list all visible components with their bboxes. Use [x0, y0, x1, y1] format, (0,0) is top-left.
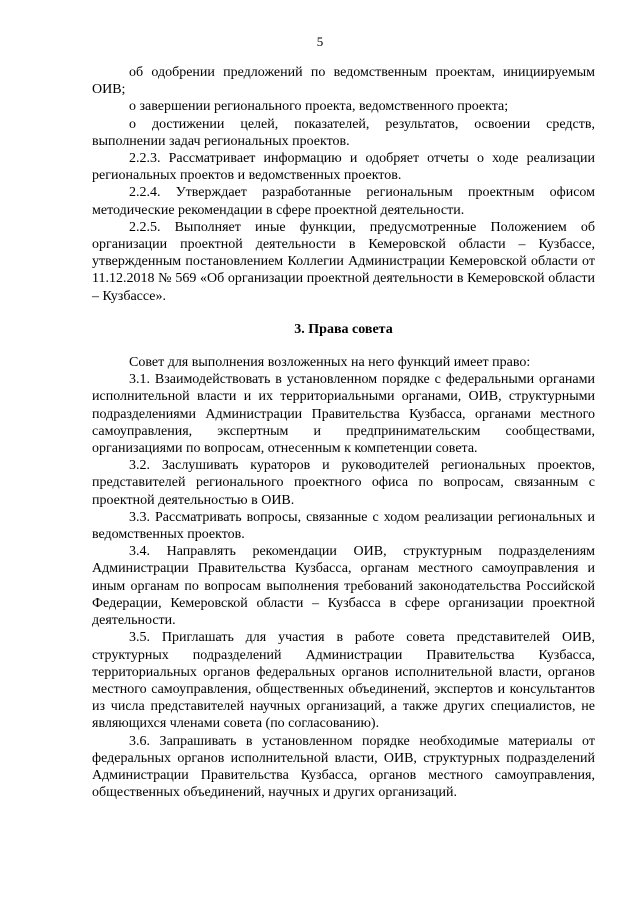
paragraph: об одобрении предложений по ведомственным проектам, инициируемым ОИВ; — [92, 65, 595, 98]
paragraph: 3.1. Взаимодействовать в установленном порядке с федеральными органами исполнительной власти и их территориальными органами, ОИВ, структурными подразделениями Администрации Правительства Кузбасса, органами местного самоуправления, экспертным и предпринимательским сообществами, организациями по вопросам, отнесенным к компетенции совета. — [92, 372, 595, 457]
paragraph: 3.4. Направлять рекомендации ОИВ, структурным подразделениям Администрации Правительства Кузбасса, органам местного самоуправления и иным органам по вопросам выполнения требований законодательства Российской Федерации, Кемеровской области – Кузбасса в сфере организации проектной деятельности. — [92, 544, 595, 629]
paragraph: 2.2.4. Утверждает разработанные региональным проектным офисом методические рекомендации в сфере проектной деятельности. — [92, 185, 595, 218]
paragraph: о завершении регионального проекта, ведомственного проекта; — [129, 99, 509, 115]
paragraph: 3.3. Рассматривать вопросы, связанные с ходом реализации региональных и ведомственных проектов. — [92, 509, 595, 543]
paragraph: 2.2.3. Рассматривает информацию и одобряет отчеты о ходе реализации региональных проектов и ведомственных проектов. — [92, 151, 595, 184]
paragraph: о достижении целей, показателей, результатов, освоении средств, выполнении задач региональных проектов. — [92, 116, 595, 149]
paragraph: 3.5. Приглашать для участия в работе совета представителей ОИВ, структурных подразделений Администрации Правительства Кузбасса, территориальных органов федеральных органов исполнительной власти, органов местного самоуправления, общественных объединений, экспертов и консультантов из числа представителей научных организаций, а также других специалистов, не являющихся членами совета (по согласованию). — [92, 630, 595, 732]
paragraph: 3.6. Запрашивать в установленном порядке необходимые материалы от федеральных органов исполнительной власти, ОИВ, структурных подразделений Администрации Правительства Кузбасса, органов местного самоуправления, общественных объединений, научных и других организаций. — [92, 733, 595, 801]
paragraph: 2.2.5. Выполняет иные функции, предусмотренные Положением об организации проектной деятельности в Кемеровской области – Кузбассе, утвержденным постановлением Коллегии Администрации Кемеровской области от 11.12.2018 № 569 «Об организации проектной деятельности в Кемеровской области – Кузбассе». — [92, 219, 595, 304]
document-body — [92, 64, 595, 801]
page-number: 5 — [316, 34, 324, 49]
paragraph: Совет для выполнения возложенных на него функций имеет право: — [129, 355, 531, 371]
paragraph: 3.2. Заслушивать кураторов и руководителей региональных проектов, представителей регионального проектного офиса по вопросам, связанным с проектной деятельностью в ОИВ. — [92, 458, 595, 508]
section-heading: 3. Права совета — [294, 321, 393, 337]
